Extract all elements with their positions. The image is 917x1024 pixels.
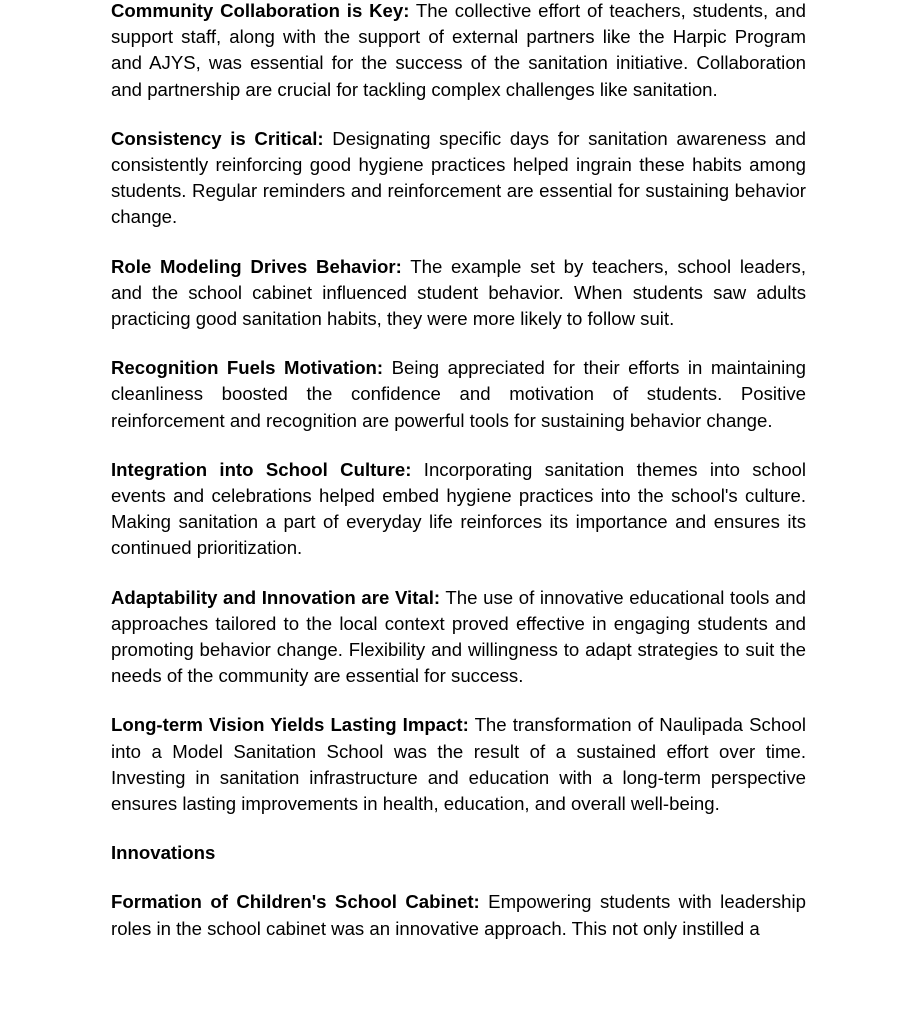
- lesson-paragraph-adaptability: [111, 585, 806, 690]
- lesson-lead: Role Modeling Drives Behavior:: [111, 255, 402, 277]
- lesson-lead: Adaptability and Innovation are Vital:: [111, 586, 441, 608]
- lesson-body: The collective effort of teachers, students, and support staff, along with the support of external partners like the Harpic Program and AJYS, was essential for the success of the sanitation initiative. Collaboration and partnership are crucial for tackling complex challenges like sanitation.: [111, 0, 806, 100]
- lesson-body: Incorporating sanitation themes into school events and celebrations helped embed hygiene practices into the school's culture. Making sanitation a part of everyday life reinforces its importance and ensures its continued prioritization.: [111, 458, 807, 559]
- lesson-paragraph-consistency: [111, 126, 806, 231]
- innovation-body: Empowering students with leadership roles in the school cabinet was an innovative approach. This not only instilled a: [111, 891, 806, 939]
- lesson-body: The use of innovative educational tools and approaches tailored to the local context proved effective in engaging students and promoting behavior change. Flexibility and willingness to adapt strategies to suit the needs of the community are essential for success.: [111, 586, 806, 687]
- lesson-paragraph-integration: [111, 457, 806, 562]
- lesson-body: Being appreciated for their efforts in maintaining cleanliness boosted the confidence and motivation of students. Positive reinforcement and recognition are powerful tools for sustaining behavior change.: [111, 357, 806, 431]
- lesson-lead: Integration into School Culture:: [111, 458, 412, 480]
- lesson-lead: Long-term Vision Yields Lasting Impact:: [111, 714, 469, 736]
- lesson-paragraph-role-modeling: [111, 254, 806, 333]
- innovation-lead: Formation of Children's School Cabinet:: [111, 891, 480, 913]
- lesson-paragraph-community-collaboration: [111, 0, 806, 103]
- lesson-lead: Consistency is Critical:: [111, 127, 324, 149]
- innovation-paragraph-school-cabinet: [111, 889, 806, 941]
- lesson-lead: Recognition Fuels Motivation:: [111, 357, 384, 379]
- lesson-paragraph-long-term-vision: [111, 712, 806, 817]
- lesson-body: The example set by teachers, school leaders, and the school cabinet influenced student behavior. When students saw adults practicing good sanitation habits, they were more likely to follow suit.: [111, 255, 806, 330]
- document-page: [111, 0, 806, 965]
- lesson-body: The transformation of Naulipada School into a Model Sanitation School was the result of a sustained effort over time. Investing in sanitation infrastructure and education with a long-term perspective ensures lasting improvements in health, education, and overall well-being.: [111, 714, 806, 815]
- lesson-paragraph-recognition: [111, 355, 806, 434]
- innovations-heading: Innovations: [111, 842, 216, 864]
- lesson-body: Designating specific days for sanitation awareness and consistently reinforcing good hygiene practices helped ingrain these habits among students. Regular reminders and reinforcement are essential for sustaining behavior change.: [111, 127, 806, 228]
- lesson-lead: Community Collaboration is Key:: [111, 0, 410, 21]
